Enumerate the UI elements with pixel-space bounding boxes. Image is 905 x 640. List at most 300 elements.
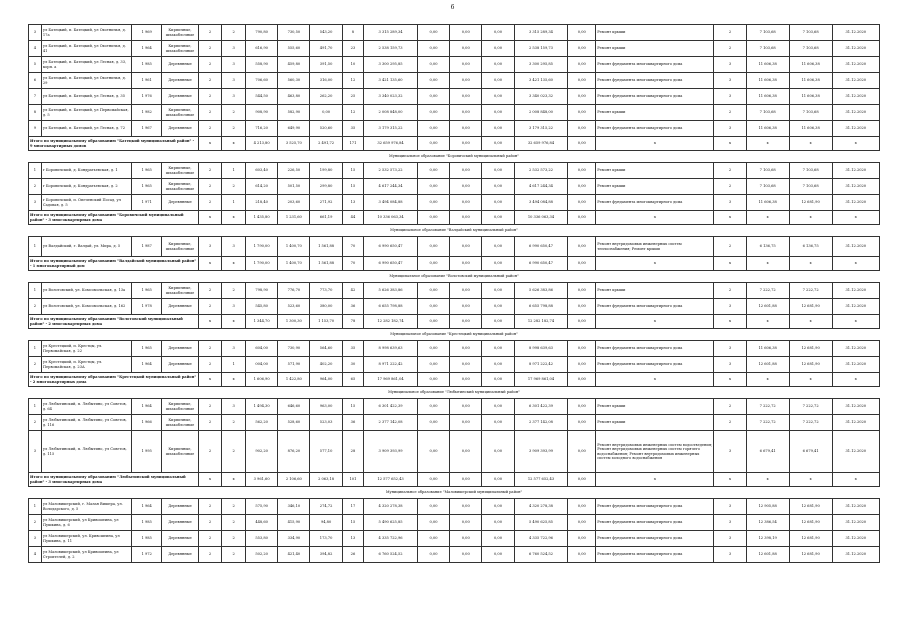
total-row bbox=[29, 211, 880, 225]
table-cell: 0,00 bbox=[482, 211, 514, 225]
table-cell: Кирпичные, шлакоблочные bbox=[162, 415, 199, 431]
table-cell: 0,00 bbox=[450, 341, 482, 357]
table-cell: ул Волотовский, ул. Комсомольская, д. 13а bbox=[41, 283, 131, 299]
table-cell: 31.12.2020 bbox=[832, 25, 879, 41]
table-cell: 6 655 798,88 bbox=[364, 299, 418, 315]
table-cell: 15 bbox=[342, 163, 363, 179]
table-cell: Кирпичные, шлакоблочные bbox=[162, 283, 199, 299]
table-cell: 7 103,68 bbox=[746, 179, 789, 195]
table-cell: 32 659 976,84 bbox=[514, 137, 568, 151]
table-cell: 7 222,72 bbox=[746, 399, 789, 415]
table-cell: 3 bbox=[198, 237, 222, 257]
table-cell: 0,00 bbox=[417, 195, 449, 211]
table-cell: 0,00 bbox=[568, 283, 596, 299]
table-cell: 3 bbox=[222, 341, 246, 357]
section-header-row bbox=[29, 151, 880, 163]
table-cell: x bbox=[746, 137, 789, 151]
table-cell: Ремонт фундамента многоквартирного дома bbox=[596, 121, 714, 137]
table-cell: 0,00 bbox=[482, 515, 514, 531]
table-cell: 0,00 bbox=[417, 57, 449, 73]
table-cell: 0,00 bbox=[417, 547, 449, 563]
table-cell: 1 bbox=[29, 341, 42, 357]
table-cell: 553,80 bbox=[246, 531, 278, 547]
table-cell: 0,00 bbox=[482, 547, 514, 563]
table-cell: 2 bbox=[198, 499, 222, 515]
table-cell: 8 bbox=[342, 25, 363, 41]
table-cell: 0,00 bbox=[450, 431, 482, 473]
table-cell: 391,50 bbox=[310, 57, 342, 73]
table-cell: 902,20 bbox=[246, 431, 278, 473]
table-cell: 2 bbox=[29, 515, 42, 531]
table-row bbox=[29, 299, 880, 315]
table-cell: 1 969 bbox=[132, 25, 162, 41]
table-cell: x bbox=[789, 137, 832, 151]
table-cell: Муниципальное образование "Боровичский муниципальный район" bbox=[29, 151, 880, 163]
table-cell: 4 bbox=[29, 41, 42, 57]
table-cell: 262,20 bbox=[310, 89, 342, 105]
table-cell: 582,90 bbox=[278, 105, 310, 121]
table-cell: ул Любытинский, п. Любытино, ул Советов, д. 116 bbox=[41, 415, 131, 431]
table-cell: 0,00 bbox=[417, 515, 449, 531]
table-cell: x bbox=[789, 257, 832, 271]
table-cell: 1 790,00 bbox=[246, 257, 278, 271]
table-cell: 31.12.2020 bbox=[832, 89, 879, 105]
table-cell: Деревянные bbox=[162, 299, 199, 315]
table-cell: 13 bbox=[342, 195, 363, 211]
table-cell: 2 bbox=[198, 531, 222, 547]
table-cell: 0,00 bbox=[482, 105, 514, 121]
table-cell: 0,00 bbox=[417, 121, 449, 137]
table-cell: x bbox=[832, 137, 879, 151]
table-cell: 7 103,68 bbox=[746, 105, 789, 121]
table-cell: 1 982 bbox=[132, 105, 162, 121]
table-cell: 1 978 bbox=[132, 299, 162, 315]
table-row bbox=[29, 89, 880, 105]
table-cell: 0,00 bbox=[568, 105, 596, 121]
table-cell: 2 bbox=[198, 341, 222, 357]
table-cell: 2 008 848,00 bbox=[364, 105, 418, 121]
table-cell: 528,60 bbox=[278, 415, 310, 431]
table-cell: 70 bbox=[342, 257, 363, 271]
table-cell: 44 bbox=[342, 211, 363, 225]
table-cell: 226,50 bbox=[278, 163, 310, 179]
table-cell: 577,10 bbox=[310, 431, 342, 473]
table-cell: ул Любытинский, п. Любытино, ул Советов, д. 64 bbox=[41, 399, 131, 415]
table-cell: Итого по муниципальному образованию "Любытинский муниципальный район" - 3 многоквартирных дома bbox=[29, 473, 199, 487]
table-cell: 004,00 bbox=[246, 357, 278, 373]
table-cell: 12 681,90 bbox=[789, 299, 832, 315]
total-row bbox=[29, 373, 880, 387]
table-cell: 11 606,38 bbox=[746, 341, 789, 357]
table-cell: 0,00 bbox=[568, 137, 596, 151]
table-cell: 459,80 bbox=[278, 57, 310, 73]
table-cell: 1 231,60 bbox=[278, 211, 310, 225]
table-cell: 12 577 652,43 bbox=[514, 473, 568, 487]
table-cell: 2 bbox=[714, 25, 746, 41]
table-cell: 0,00 bbox=[482, 373, 514, 387]
table-cell: 31.12.2020 bbox=[832, 105, 879, 121]
table-cell: 730,50 bbox=[278, 25, 310, 41]
table-row bbox=[29, 357, 880, 373]
table-cell: 0,00 bbox=[482, 89, 514, 105]
table-cell: Ремонт фундамента многоквартирного дома bbox=[596, 547, 714, 563]
table-cell: 1 985 bbox=[132, 57, 162, 73]
table-cell: 101 bbox=[342, 473, 363, 487]
table-cell: Кирпичные, шлакоблочные bbox=[162, 25, 199, 41]
table-cell: 0,00 bbox=[417, 299, 449, 315]
table-cell: Кирпичные, шлакоблочные bbox=[162, 399, 199, 415]
table-cell: x bbox=[222, 373, 246, 387]
table-cell: Ремонт фундамента многоквартирного дома bbox=[596, 531, 714, 547]
table-cell: 2 008 848,00 bbox=[514, 105, 568, 121]
page-number: 6 bbox=[450, 4, 455, 11]
table-cell: x bbox=[746, 257, 789, 271]
table-cell: Кирпичные, шлакоблочные bbox=[162, 163, 199, 179]
table-cell: Деревянные bbox=[162, 515, 199, 531]
table-cell: Деревянные bbox=[162, 499, 199, 515]
table-cell: ул Маловишерский, г. Малая Вишера, ул. Володарского, д. 5 bbox=[41, 499, 131, 515]
table-cell: 6 bbox=[29, 73, 42, 89]
table-cell: 2 bbox=[222, 515, 246, 531]
table-cell: x bbox=[789, 211, 832, 225]
table-cell: 12 681,90 bbox=[789, 531, 832, 547]
table-cell: 0,00 bbox=[417, 357, 449, 373]
table-cell: 12 386,54 bbox=[746, 515, 789, 531]
table-cell: 1 bbox=[29, 399, 42, 415]
table-cell: 1 965 bbox=[132, 341, 162, 357]
table-cell: г Боровичский, д. Кондратьевская, д. 1 bbox=[41, 163, 131, 179]
table-cell: Деревянные bbox=[162, 195, 199, 211]
table-cell: 3 421 135,60 bbox=[364, 73, 418, 89]
table-cell: 32 659 976,84 bbox=[364, 137, 418, 151]
table-cell: 776,70 bbox=[278, 283, 310, 299]
table-cell: x bbox=[596, 137, 714, 151]
table-cell: 31.12.2020 bbox=[832, 415, 879, 431]
table-cell: x bbox=[198, 373, 222, 387]
table-cell: 0,00 bbox=[417, 315, 449, 329]
table-cell: Ремонт крыши bbox=[596, 415, 714, 431]
table-cell: 0,00 bbox=[417, 163, 449, 179]
table-cell: 6 990 650,47 bbox=[364, 237, 418, 257]
table-cell: 5 626 383,86 bbox=[514, 283, 568, 299]
table-cell: 544,50 bbox=[246, 89, 278, 105]
table-cell: 2 bbox=[714, 41, 746, 57]
table-cell: Ремонт фундамента многоквартирного дома bbox=[596, 57, 714, 73]
table-cell: 11 606,38 bbox=[789, 121, 832, 137]
table-cell: 661,19 bbox=[310, 211, 342, 225]
table-cell: ул Валдайский, г. Валдай, ул. Мира, д. 5 bbox=[41, 237, 131, 257]
table-cell: 0,00 bbox=[482, 341, 514, 357]
table-cell: 543,20 bbox=[310, 25, 342, 41]
table-cell: 2 bbox=[198, 547, 222, 563]
table-cell: 2 bbox=[714, 163, 746, 179]
table-cell: 1 422,80 bbox=[278, 373, 310, 387]
table-cell: 31.12.2020 bbox=[832, 357, 879, 373]
table-cell: 4 617 244,34 bbox=[364, 179, 418, 195]
section-header-row bbox=[29, 487, 880, 499]
table-cell: Муниципальное образование "Маловишерский муниципальный район" bbox=[29, 487, 880, 499]
table-cell: 0,00 bbox=[417, 399, 449, 415]
table-cell: 491,70 bbox=[310, 41, 342, 57]
table-cell: x bbox=[714, 473, 746, 487]
table-cell: 2 063,18 bbox=[310, 473, 342, 487]
table-cell: 2 bbox=[198, 73, 222, 89]
table-cell: 0,00 bbox=[450, 179, 482, 195]
table-cell: 0,00 bbox=[482, 283, 514, 299]
table-cell: 26 bbox=[342, 547, 363, 563]
table-cell: Кирпичные, шлакоблочные bbox=[162, 105, 199, 121]
table-cell: 798,90 bbox=[246, 283, 278, 299]
table-cell: 716,20 bbox=[246, 121, 278, 137]
table-cell: 3 bbox=[714, 431, 746, 473]
table-cell: 9 bbox=[29, 121, 42, 137]
table-cell: 3 421 135,60 bbox=[514, 73, 568, 89]
table-cell: 8 971 222,42 bbox=[514, 357, 568, 373]
table-row bbox=[29, 237, 880, 257]
table-cell: 0,00 bbox=[417, 499, 449, 515]
table-cell: x bbox=[596, 473, 714, 487]
table-cell: 12 601,88 bbox=[746, 299, 789, 315]
table-cell: 0,00 bbox=[568, 399, 596, 415]
table-cell: 1 561,88 bbox=[310, 237, 342, 257]
table-cell: 12 601,88 bbox=[746, 547, 789, 563]
table-cell: Ремонт крыши bbox=[596, 163, 714, 179]
table-cell: 2 532 573,22 bbox=[364, 163, 418, 179]
table-cell: 7 103,68 bbox=[789, 25, 832, 41]
table-row bbox=[29, 25, 880, 41]
table-cell: 0,00 bbox=[568, 237, 596, 257]
table-cell: 3 bbox=[29, 531, 42, 547]
table-cell: 0,00 bbox=[450, 237, 482, 257]
table-cell: 0,00 bbox=[568, 357, 596, 373]
table-cell: 2 bbox=[222, 121, 246, 137]
table-cell: 4 617 244,34 bbox=[514, 179, 568, 195]
table-cell: Ремонт крыши bbox=[596, 179, 714, 195]
table-cell: 8 971 222,42 bbox=[364, 357, 418, 373]
table-cell: 560,30 bbox=[278, 73, 310, 89]
table-cell: 571,90 bbox=[278, 357, 310, 373]
table-cell: 1 965 bbox=[132, 163, 162, 179]
table-cell: 558,90 bbox=[246, 57, 278, 73]
table-cell: 0,00 bbox=[482, 473, 514, 487]
section-header-row bbox=[29, 225, 880, 237]
table-row bbox=[29, 57, 880, 73]
table-cell: 0,00 bbox=[568, 373, 596, 387]
table-cell: Ремонт фундамента многоквартирного дома bbox=[596, 299, 714, 315]
table-cell: 616,90 bbox=[246, 41, 278, 57]
table-cell: 6 990 650,47 bbox=[364, 257, 418, 271]
table-cell: 2 bbox=[222, 499, 246, 515]
table-cell: 10 336 063,34 bbox=[364, 211, 418, 225]
table-cell: 6 679,41 bbox=[789, 431, 832, 473]
table-cell: 0,00 bbox=[568, 299, 596, 315]
table-cell: 3 bbox=[714, 499, 746, 515]
table-cell: 614,20 bbox=[246, 179, 278, 195]
table-cell: x bbox=[746, 315, 789, 329]
table-cell: x bbox=[832, 315, 879, 329]
table-cell: 0,00 bbox=[450, 121, 482, 137]
table-cell: x bbox=[746, 473, 789, 487]
table-cell: 7 103,68 bbox=[746, 163, 789, 179]
table-cell: 3 179 315,22 bbox=[364, 121, 418, 137]
table-cell: Ремонт фундамента многоквартирного дома bbox=[596, 499, 714, 515]
table-cell: 6 136,75 bbox=[746, 237, 789, 257]
table-cell: 23 bbox=[342, 41, 363, 57]
table-cell: 35 bbox=[342, 341, 363, 357]
table-cell: 11 606,38 bbox=[746, 195, 789, 211]
table-cell: 0,00 bbox=[568, 195, 596, 211]
table-cell: 2 bbox=[198, 195, 222, 211]
table-cell: 1 606,90 bbox=[246, 373, 278, 387]
table-cell: ул Волотовский, ул. Комсомольская, д. 162 bbox=[41, 299, 131, 315]
table-cell: 10 bbox=[342, 57, 363, 73]
table-cell: Итого по муниципальному образованию "Валдайский муниципальный район" - 1 многоквартирный дом bbox=[29, 257, 199, 271]
table-cell: 575,90 bbox=[246, 499, 278, 515]
table-cell: 502,20 bbox=[246, 547, 278, 563]
table-cell: 0,00 bbox=[417, 237, 449, 257]
table-cell: 2 bbox=[714, 179, 746, 195]
table-cell: 3 909 393,99 bbox=[364, 431, 418, 473]
table-cell: 3 bbox=[222, 57, 246, 73]
table-cell: 7 103,68 bbox=[789, 41, 832, 57]
table-cell: 415,90 bbox=[278, 515, 310, 531]
table-row bbox=[29, 105, 880, 121]
table-cell: 2 bbox=[198, 299, 222, 315]
table-cell: 0,00 bbox=[450, 373, 482, 387]
table-cell: 0,00 bbox=[482, 357, 514, 373]
table-cell: 3 bbox=[714, 299, 746, 315]
table-cell: x bbox=[222, 137, 246, 151]
table-cell: 0,00 bbox=[417, 73, 449, 89]
table-cell: 1 985 bbox=[132, 515, 162, 531]
capital-repair-table bbox=[28, 24, 880, 563]
table-cell: 0,00 bbox=[568, 121, 596, 137]
table-cell: 3 bbox=[222, 399, 246, 415]
table-cell: Итого по муниципальному образованию "Боровичский муниципальный район" - 3 многоквартирных дома bbox=[29, 211, 199, 225]
table-cell: 1 344,70 bbox=[246, 315, 278, 329]
table-cell: 13 bbox=[342, 531, 363, 547]
table-row bbox=[29, 547, 880, 563]
table-cell: 2 bbox=[198, 57, 222, 73]
table-cell: 6 990 650,47 bbox=[514, 237, 568, 257]
table-cell: 0,00 bbox=[450, 357, 482, 373]
table-cell: 12 681,90 bbox=[789, 357, 832, 373]
table-cell: 2 bbox=[198, 179, 222, 195]
table-cell: 1 985 bbox=[132, 531, 162, 547]
table-cell: 0,00 bbox=[482, 163, 514, 179]
table-cell: 31.12.2020 bbox=[832, 499, 879, 515]
table-cell: 3 494 084,88 bbox=[364, 195, 418, 211]
table-cell: 0,00 bbox=[450, 211, 482, 225]
table-cell: 5 490 625,85 bbox=[364, 515, 418, 531]
table-cell: 7 222,72 bbox=[789, 283, 832, 299]
table-cell: 2 bbox=[198, 399, 222, 415]
table-cell: 0,00 bbox=[417, 473, 449, 487]
table-cell: 1 bbox=[29, 283, 42, 299]
table-cell: 17 969 861,04 bbox=[364, 373, 418, 387]
table-cell: Деревянные bbox=[162, 57, 199, 73]
table-cell: 3 315 289,34 bbox=[514, 25, 568, 41]
table-cell: 1 bbox=[29, 237, 42, 257]
table-cell: 0,00 bbox=[450, 547, 482, 563]
table-cell: ул Маловишерский, ул. Кривошеина, ул Пушкина, д. 11 bbox=[41, 531, 131, 547]
table-cell: 3 bbox=[714, 547, 746, 563]
table-cell: 2 bbox=[198, 515, 222, 531]
table-cell: Деревянные bbox=[162, 341, 199, 357]
table-cell: 0,00 bbox=[450, 105, 482, 121]
table-cell: Ремонт крыши bbox=[596, 283, 714, 299]
table-cell: 0,00 bbox=[482, 73, 514, 89]
table-cell: 3 340 023,32 bbox=[514, 89, 568, 105]
table-cell: 0,00 bbox=[417, 257, 449, 271]
table-cell: Деревянные bbox=[162, 89, 199, 105]
table-cell: x bbox=[222, 257, 246, 271]
table-cell: Муниципальное образование "Крестецкий муниципальный район" bbox=[29, 329, 880, 341]
table-cell: 0,00 bbox=[482, 195, 514, 211]
total-row bbox=[29, 473, 880, 487]
table-cell: x bbox=[596, 373, 714, 387]
table-row bbox=[29, 399, 880, 415]
table-cell: 31.12.2020 bbox=[832, 41, 879, 57]
table-cell: 31.12.2020 bbox=[832, 73, 879, 89]
table-cell: 2 bbox=[714, 415, 746, 431]
table-cell: 0,00 bbox=[482, 237, 514, 257]
table-cell: 4 335 722,96 bbox=[514, 531, 568, 547]
table-cell: 0,00 bbox=[568, 257, 596, 271]
table-cell: 31.12.2020 bbox=[832, 121, 879, 137]
table-cell: 0,00 bbox=[417, 531, 449, 547]
table-cell: 5 bbox=[29, 57, 42, 73]
table-cell: 3 961,60 bbox=[246, 473, 278, 487]
table-cell: 3 525,70 bbox=[278, 137, 310, 151]
table-cell: 28 bbox=[342, 431, 363, 473]
table-cell: Ремонт внутридомовых инженерных систем теплоснабжения; Ремонт крыши bbox=[596, 237, 714, 257]
table-cell: 1 972 bbox=[132, 547, 162, 563]
table-cell: 0,00 bbox=[568, 473, 596, 487]
table-cell: 0,00 bbox=[568, 341, 596, 357]
table-cell: 0,00 bbox=[568, 41, 596, 57]
table-cell: x bbox=[198, 315, 222, 329]
table-cell: 0,00 bbox=[417, 41, 449, 57]
table-cell: 1 964 bbox=[132, 499, 162, 515]
table-cell: 0,00 bbox=[450, 137, 482, 151]
table-cell: 0,00 bbox=[417, 179, 449, 195]
table-cell: 649,90 bbox=[278, 121, 310, 137]
table-cell: 2 bbox=[198, 121, 222, 137]
table-cell: 2 bbox=[198, 415, 222, 431]
table-cell: 0,00 bbox=[450, 399, 482, 415]
table-cell: 94,80 bbox=[310, 515, 342, 531]
table-cell: 0,00 bbox=[482, 41, 514, 57]
table-cell: 0,00 bbox=[450, 473, 482, 487]
table-cell: 1 995 bbox=[132, 431, 162, 473]
table-cell: 0,00 bbox=[568, 547, 596, 563]
table-cell: 394,82 bbox=[310, 547, 342, 563]
table-cell: 0,00 bbox=[417, 415, 449, 431]
table-cell: 0,00 bbox=[417, 373, 449, 387]
table-cell: 7 222,72 bbox=[746, 283, 789, 299]
table-cell: 0,00 bbox=[450, 515, 482, 531]
table-cell: 274,72 bbox=[310, 499, 342, 515]
table-cell: 7 103,68 bbox=[789, 163, 832, 179]
table-cell: 0,00 bbox=[450, 57, 482, 73]
table-cell: ул Батецкий, п. Батецкий, ул Первомайская, д. 5 bbox=[41, 105, 131, 121]
table-cell: 6 655 798,88 bbox=[514, 299, 568, 315]
table-cell: 2 bbox=[198, 283, 222, 299]
table-cell: 0,00 bbox=[417, 341, 449, 357]
table-cell: 0,00 bbox=[417, 25, 449, 41]
table-cell: Ремонт фундамента многоквартирного дома bbox=[596, 195, 714, 211]
